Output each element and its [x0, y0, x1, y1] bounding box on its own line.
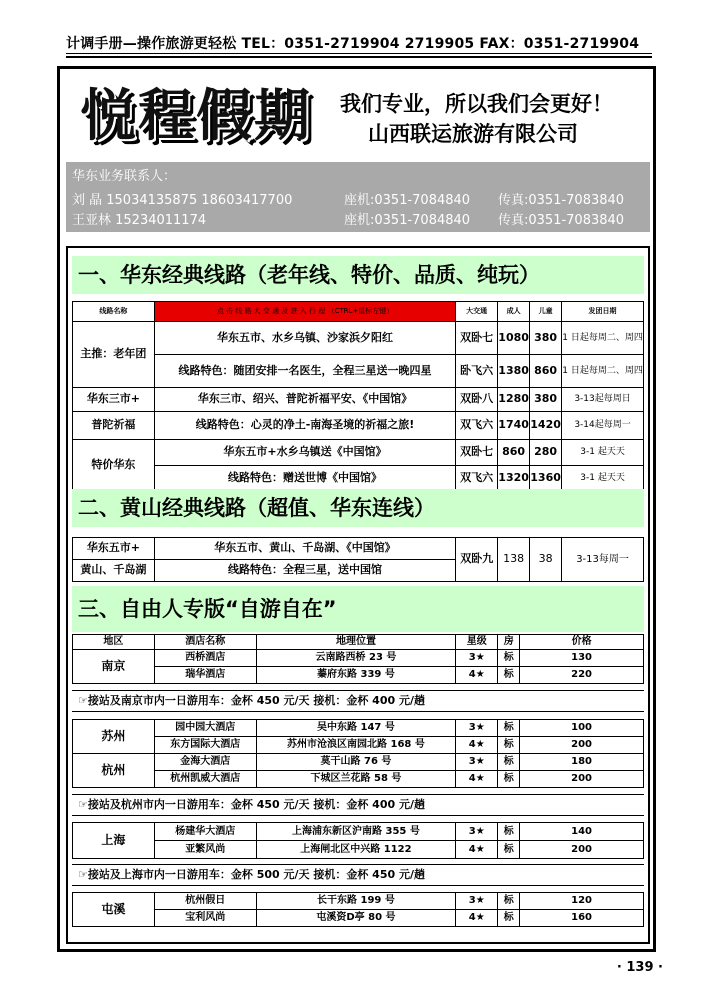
- header-dates: 发团日期: [562, 302, 644, 322]
- hotel-location: 莫干山路 76 号: [256, 754, 456, 771]
- hotel-table: [72, 892, 644, 927]
- transport[interactable]: 双卧九: [456, 538, 498, 582]
- route-name: 华东五市+: [73, 538, 155, 560]
- adult-price: 860: [498, 440, 530, 466]
- hotel-location: 蓁府东路 339 号: [256, 667, 456, 684]
- hotel-star: 3★: [456, 720, 498, 737]
- hotel-name: 瑞华酒店: [154, 667, 256, 684]
- hotel-name: 西桥酒店: [154, 650, 256, 667]
- hotel-price: 120: [520, 893, 644, 910]
- hotel-location: 下城区兰花路 58 号: [256, 771, 456, 788]
- departure-dates: 3-13起每周日: [562, 388, 644, 412]
- adult-price: 1280: [498, 388, 530, 412]
- header-star: 星级: [456, 635, 498, 650]
- departure-dates: 1 日起每周二、周四: [562, 355, 644, 388]
- route-name: 特价华东: [73, 440, 155, 492]
- route-link[interactable]: 华东五市、黄山、千岛湖、《中国馆》: [154, 538, 455, 560]
- transfer-note: ☞接站及上海市内一日游用车：金杯 500 元/天 接机：金杯 450 元/趟: [72, 864, 644, 886]
- contact-panel: [66, 162, 650, 232]
- transfer-note: ☞接站及南京市内一日游用车：金杯 450 元/天 接机：金杯 400 元/趟: [72, 690, 644, 712]
- hotel-star: 4★: [456, 737, 498, 754]
- adult-price: 138: [498, 538, 530, 582]
- header-adult: 成人: [498, 302, 530, 322]
- area-name: 屯溪: [73, 893, 155, 927]
- section-title-free-travel: 三、自由人专版“自游自在”: [72, 586, 644, 632]
- child-price: 860: [530, 355, 562, 388]
- brand-slogan: 我们专业，所以我们会更好！: [340, 91, 613, 116]
- hotel-star: 4★: [456, 667, 498, 684]
- route-name: 黄山、千岛湖: [73, 560, 155, 582]
- hotel-star: 4★: [456, 771, 498, 788]
- header-child: 儿童: [530, 302, 562, 322]
- contact-name: 刘 晶 15034135875 18603417700: [72, 193, 293, 208]
- section-title-east-china: 一、华东经典线路（老年线、特价、品质、纯玩）: [72, 256, 644, 294]
- area-name: 苏州: [73, 720, 155, 754]
- page-number: · 139 ·: [616, 960, 663, 975]
- route-link[interactable]: 华东三市、绍兴、普陀祈福平安、《中国馆》: [154, 388, 455, 412]
- route-link[interactable]: 华东五市、水乡乌镇、沙家浜夕阳红: [154, 322, 455, 355]
- hotel-location: 苏州市沧浪区南园北路 168 号: [256, 737, 456, 754]
- transport[interactable]: 双飞六: [456, 466, 498, 492]
- contact-landline: 座机:0351-7084840: [344, 193, 471, 208]
- hotel-star: 3★: [456, 823, 498, 841]
- adult-price: 1740: [498, 412, 530, 440]
- room-type: 标: [498, 910, 520, 927]
- adult-price: 1080: [498, 322, 530, 355]
- hotel-location: 上海浦东新区沪南路 355 号: [256, 823, 456, 841]
- hotel-star: 4★: [456, 841, 498, 859]
- transport[interactable]: 双卧七: [456, 440, 498, 466]
- hotel-name: 杨建华大酒店: [154, 823, 256, 841]
- huangshan-routes-table: [72, 537, 644, 582]
- header-room: 房: [498, 635, 520, 650]
- adult-price: 1380: [498, 355, 530, 388]
- room-type: 标: [498, 823, 520, 841]
- header-price: 价格: [520, 635, 644, 650]
- room-type: 标: [498, 771, 520, 788]
- contact-title: 华东业务联系人：: [72, 169, 177, 184]
- area-name: 杭州: [73, 754, 155, 788]
- hotel-table: [72, 822, 644, 859]
- hotel-name: 宝利风尚: [154, 910, 256, 927]
- route-feature: 线路特色：随团安排一名医生，全程三星送一晚四星: [154, 355, 455, 388]
- route-name: 主推：老年团: [73, 322, 155, 388]
- hotel-table: [72, 634, 644, 684]
- child-price: 280: [530, 440, 562, 466]
- header-location: 地理位置: [256, 635, 456, 650]
- hotel-star: 3★: [456, 650, 498, 667]
- room-type: 标: [498, 650, 520, 667]
- header-rule-thick: [66, 56, 652, 58]
- hotel-name: 东方国际大酒店: [154, 737, 256, 754]
- room-type: 标: [498, 720, 520, 737]
- header-route-name: 线路名称: [73, 302, 155, 322]
- departure-dates: 3-1 起天天: [562, 466, 644, 492]
- area-name: 上海: [73, 823, 155, 859]
- hotel-price: 140: [520, 823, 644, 841]
- hotel-price: 200: [520, 841, 644, 859]
- hotel-location: 吴中东路 147 号: [256, 720, 456, 737]
- contact-name: 王亚林 15234011174: [72, 213, 207, 228]
- room-type: 标: [498, 893, 520, 910]
- hotel-price: 130: [520, 650, 644, 667]
- hotel-price: 160: [520, 910, 644, 927]
- hotel-name: 杭州假日: [154, 893, 256, 910]
- header-hotel: 酒店名称: [154, 635, 256, 650]
- hotel-star: 3★: [456, 893, 498, 910]
- hotel-table: [72, 719, 644, 788]
- departure-dates: 1 日起每周二、周四: [562, 322, 644, 355]
- transport[interactable]: 双卧七: [456, 322, 498, 355]
- child-price: 1420: [530, 412, 562, 440]
- company-name: 山西联运旅游有限公司: [368, 121, 578, 146]
- hotel-star: 4★: [456, 910, 498, 927]
- contact-fax: 传真:0351-7083840: [498, 193, 625, 208]
- hotel-name: 亚繁风尚: [154, 841, 256, 859]
- hotel-location: 云南路西桥 23 号: [256, 650, 456, 667]
- hotel-location: 上海闸北区中兴路 1122: [256, 841, 456, 859]
- hotel-price: 220: [520, 667, 644, 684]
- room-type: 标: [498, 667, 520, 684]
- route-feature: 线路特色：全程三星，送中国馆: [154, 560, 455, 582]
- hotel-name: 杭州凯威大酒店: [154, 771, 256, 788]
- header-route-desc: 点 击 线 路 大 交 通 及 进 入 行 程 （CTRL+鼠标左键）: [154, 302, 455, 322]
- departure-dates: 3-13每周一: [562, 538, 644, 582]
- room-type: 标: [498, 737, 520, 754]
- note-icon: ☞: [78, 868, 88, 881]
- hotel-location: 长干东路 199 号: [256, 893, 456, 910]
- route-link[interactable]: 华东五市+水乡乌镇送《中国馆》: [154, 440, 455, 466]
- brand-logo: 悦程假期: [80, 83, 312, 149]
- child-price: 380: [530, 388, 562, 412]
- area-name: 南京: [73, 650, 155, 684]
- hotel-price: 200: [520, 771, 644, 788]
- hotel-name: 金海大酒店: [154, 754, 256, 771]
- note-icon: ☞: [78, 694, 88, 707]
- page-header: 计调手册—操作旅游更轻松 TEL：0351-2719904 2719905 FAX：0351-2719904: [66, 36, 640, 52]
- child-price: 38: [530, 538, 562, 582]
- departure-dates: 3-14起每周一: [562, 412, 644, 440]
- route-feature: 线路特色：心灵的净土-南海圣境的祈福之旅!: [154, 412, 455, 440]
- hotel-price: 100: [520, 720, 644, 737]
- transfer-note: ☞接站及杭州市内一日游用车：金杯 450 元/天 接机：金杯 400 元/趟: [72, 794, 644, 816]
- transport[interactable]: 双飞六: [456, 412, 498, 440]
- route-name: 普陀祈福: [73, 412, 155, 440]
- header-area: 地区: [73, 635, 155, 650]
- room-type: 标: [498, 754, 520, 771]
- note-icon: ☞: [78, 798, 88, 811]
- hotel-name: 园中园大酒店: [154, 720, 256, 737]
- adult-price: 1320: [498, 466, 530, 492]
- route-name: 华东三市+: [73, 388, 155, 412]
- contact-landline: 座机:0351-7084840: [344, 213, 471, 228]
- hotel-star: 3★: [456, 754, 498, 771]
- room-type: 标: [498, 841, 520, 859]
- departure-dates: 3-1 起天天: [562, 440, 644, 466]
- header-rule: [66, 53, 652, 54]
- section-title-huangshan: 二、黄山经典线路（超值、华东连线）: [72, 489, 644, 527]
- east-china-routes-table: [72, 301, 644, 492]
- header-transport: 大交通: [456, 302, 498, 322]
- transport[interactable]: 双卧八: [456, 388, 498, 412]
- hotel-location: 屯溪资D亭 80 号: [256, 910, 456, 927]
- route-feature: 线路特色：赠送世博《中国馆》: [154, 466, 455, 492]
- child-price: 380: [530, 322, 562, 355]
- child-price: 1360: [530, 466, 562, 492]
- transport[interactable]: 卧飞六: [456, 355, 498, 388]
- hotel-price: 180: [520, 754, 644, 771]
- hotel-price: 200: [520, 737, 644, 754]
- contact-fax: 传真:0351-7083840: [498, 213, 625, 228]
